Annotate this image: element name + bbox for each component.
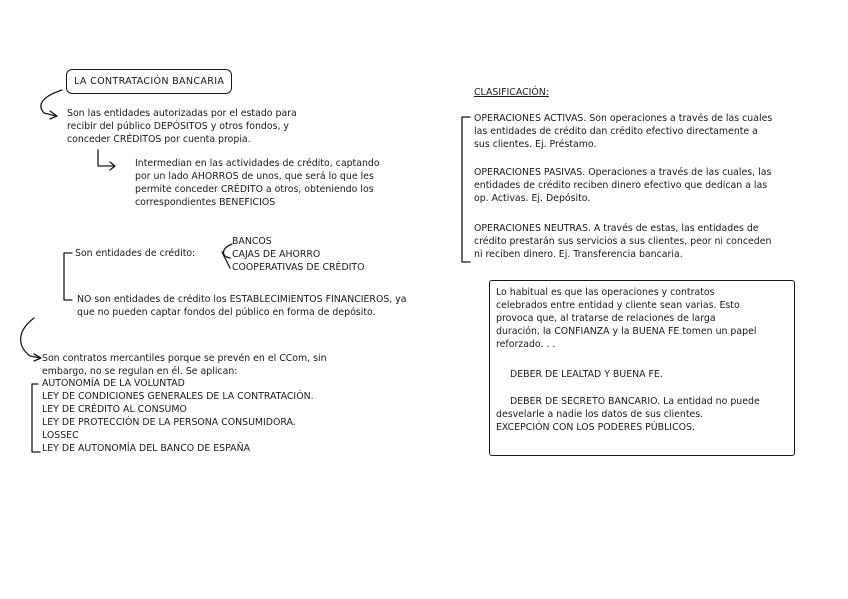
operation-neutral: OPERACIONES NEUTRAS. A través de estas, las entidades de crédito prestarán sus servicios a sus clientes, peor ni conceden ni reciben dinero. Ej. Transferencia bancaria. [474, 223, 772, 260]
list-item: LEY DE AUTONOMÍA DEL BANCO DE ESPAÑA [42, 443, 250, 454]
bracket-laws [32, 384, 40, 452]
note-duty-loyalty: DEBER DE LEALTAD Y BUENA FE. [510, 369, 663, 380]
main-title-box [66, 69, 232, 94]
intermediation-text: Intermedian en las actividades de crédito, captando por un lado AHORROS de unos, que será lo que les permite conceder CRÉDITO a otros, obteniendo los correspondientes BENEFICIOS [135, 158, 380, 208]
list-item: LEY DE CRÉDITO AL CONSUMO [42, 404, 187, 415]
list-item: LEY DE CONDICIONES GENERALES DE LA CONTRATACIÓN. [42, 391, 314, 402]
list-item: LOSSEC [42, 430, 79, 441]
elbow-arrow-intermediation [98, 150, 115, 170]
credit-entities-label: Son entidades de crédito: [75, 248, 196, 259]
list-item: AUTONOMÍA DE LA VOLUNTAD [42, 378, 185, 389]
definition-text: Son las entidades autorizadas por el estado para recibir del público DEPÓSITOS y otros fondos, y conceder CRÉDITOS por cuenta propia. [67, 108, 297, 145]
list-item: COOPERATIVAS DE CRÉDITO [232, 262, 365, 273]
note-intro-text: Lo habitual es que las operaciones y contratos celebrados entre entidad y cliente sean varias. Esto provoca que, al tratarse de relaciones de larga duración, la CONFIANZA y la BUENA FE tomen un papel reforzado. . . [496, 287, 757, 350]
contracts-intro-text: Son contratos mercantiles porque se prevén en el CCom, sin embargo, no se regulan en él. Se aplican: [42, 353, 327, 377]
credit-entities-list [232, 235, 392, 274]
curved-arrow-definition [41, 90, 62, 119]
note-duty-secrecy: DEBER DE SECRETO BANCARIO. La entidad no puede desvelarle a nadie los datos de sus clientes. EXCEPCIÓN CON LOS PODERES PÚBLICOS. [496, 396, 760, 433]
laws-list [42, 377, 362, 455]
bracket-credit-entities [64, 253, 72, 300]
brace-entity-list [222, 244, 232, 268]
note-box [489, 280, 795, 456]
operation-passive: OPERACIONES PASIVAS. Operaciones a través de las cuales, las entidades de crédito reciben dinero efectivo que dedican a las op. Activas. Ej. Depósito. [474, 167, 772, 204]
list-item: LEY DE PROTECCIÓN DE LA PERSONA CONSUMIDORA. [42, 417, 296, 428]
classification-title: CLASIFICACIÓN: [474, 87, 549, 98]
not-credit-entities-text: NO son entidades de crédito los ESTABLECIMIENTOS FINANCIEROS, ya que no pueden captar fondos del público en forma de depósito. [77, 294, 407, 318]
operation-active: OPERACIONES ACTIVAS. Son operaciones a través de las cuales las entidades de crédito dan crédito efectivo directamente a sus clientes. Ej. Préstamo. [474, 113, 773, 150]
main-title: LA CONTRATACIÓN BANCARIA [74, 76, 225, 87]
bracket-operations [462, 117, 470, 262]
list-item: BANCOS [232, 236, 272, 247]
list-item: CAJAS DE AHORRO [232, 249, 321, 260]
curved-arrow-contracts [21, 318, 41, 361]
